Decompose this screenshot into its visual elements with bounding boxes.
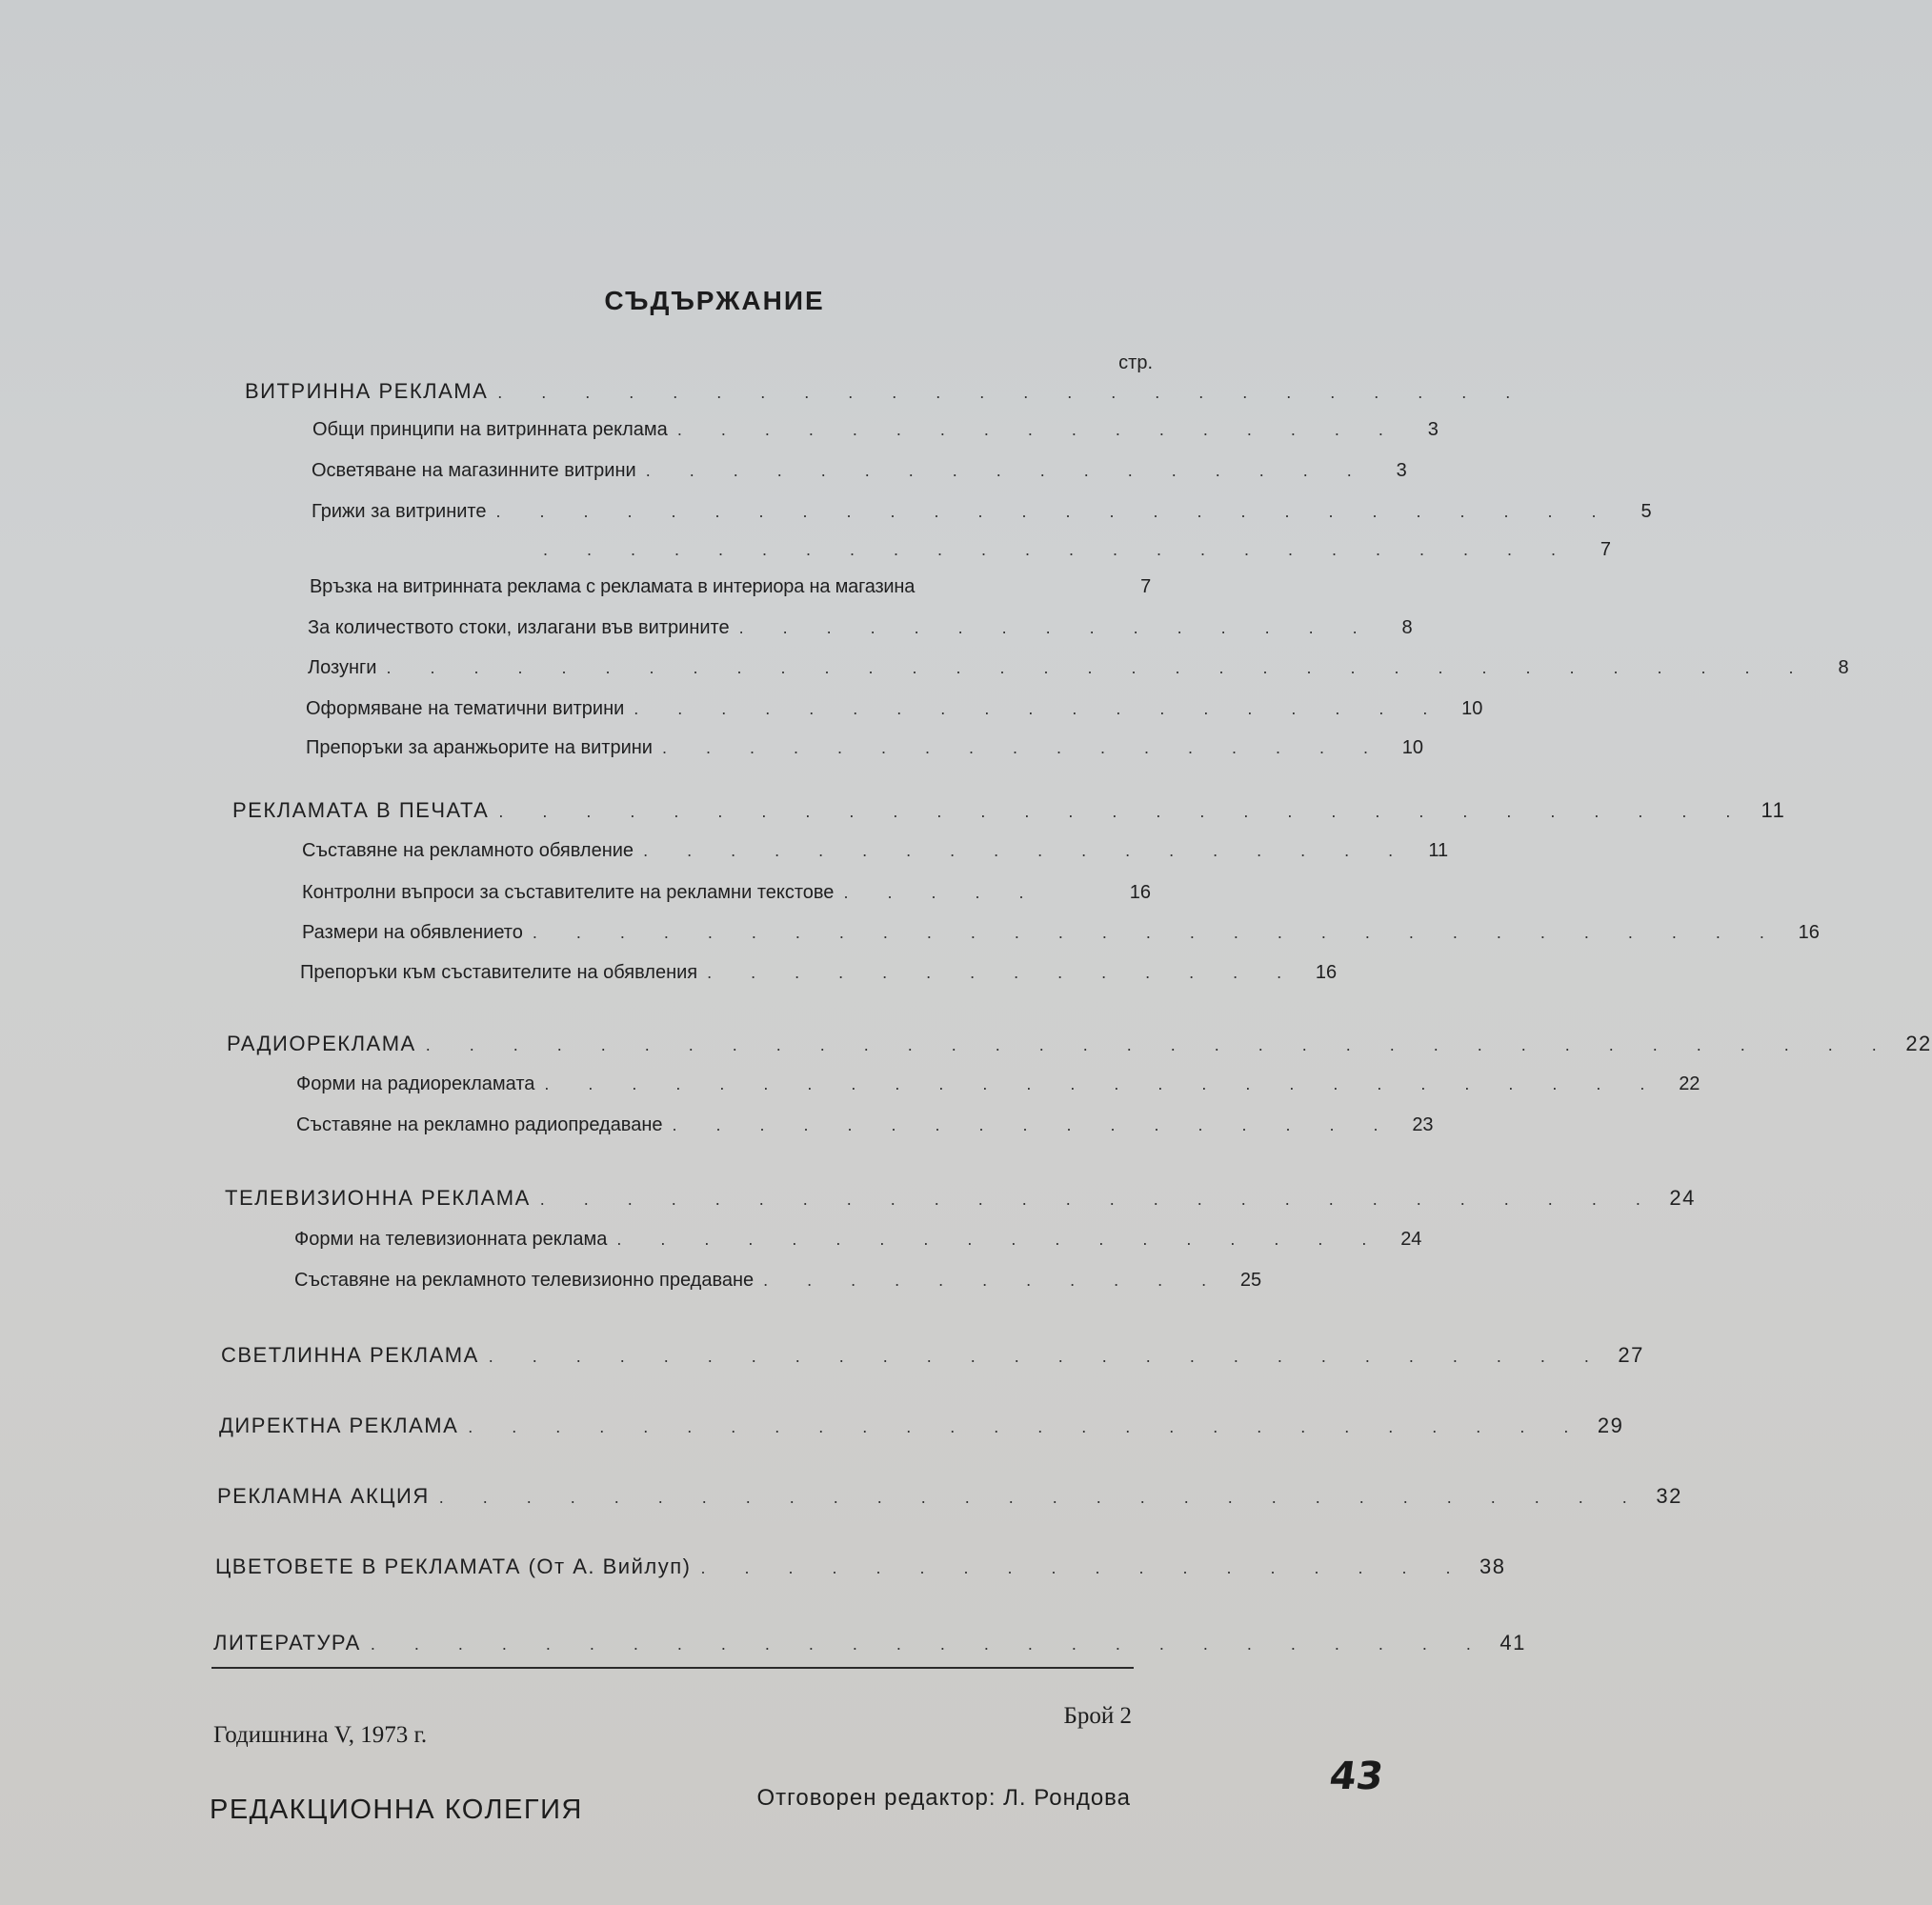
toc-entry: За количеството стоки, излагани във витрините . . . . . . . . . . . . . . . 8 — [308, 617, 1413, 638]
toc-entry: Препоръки към съставителите на обявления . . . . . . . . . . . . . . 16 — [300, 962, 1338, 983]
toc-entry-page: 10 — [1401, 737, 1424, 758]
toc-entry-label: Съставяне на рекламното телевизионно предаване — [294, 1270, 755, 1291]
toc-entry-label: РЕКЛАМАТА В ПЕЧАТА — [232, 798, 490, 822]
toc-entry-page: 7 — [1600, 539, 1612, 560]
toc-entry-page: 8 — [1838, 657, 1849, 678]
toc-entry-label: Препоръки към съставителите на обявления — [300, 962, 698, 983]
toc-entry: Форми на радиорекламата . . . . . . . . . . . . . . . . . . . . . . . . . . 22 — [296, 1073, 1701, 1094]
toc-entry-page: 24 — [1400, 1229, 1422, 1250]
toc-entry: РАДИОРЕКЛАМА . . . . . . . . . . . . . . . . . . . . . . . . . . . . . . . . . . 22 — [227, 1032, 1932, 1055]
toc-entry-page: 38 — [1479, 1554, 1506, 1578]
toc-entry: Съставяне на рекламното телевизионно предаване . . . . . . . . . . . 25 — [294, 1270, 1262, 1291]
toc-entry-page: 16 — [1798, 922, 1820, 943]
toc-entry-label: Препоръки за аранжьорите на витрини — [306, 737, 653, 758]
page-title: СЪДЪРЖАНИЕ — [604, 286, 825, 315]
editorial-board: РЕДАКЦИОННА КОЛЕГИЯ — [210, 1795, 583, 1825]
toc-entry-label: Оформяване на тематични витрини — [306, 698, 625, 719]
toc-entry-page: 24 — [1669, 1186, 1696, 1210]
toc-entry-label: ДИРЕКТНА РЕКЛАМА — [219, 1414, 459, 1437]
toc-entry-label: За количеството стоки, излагани във витрините — [308, 617, 730, 638]
toc-entry-page: 22 — [1905, 1032, 1932, 1055]
toc-entry: Осветяване на магазинните витрини . . . . . . . . . . . . . . . . . 3 — [312, 460, 1407, 481]
toc-entry-label: ВИТРИННА РЕКЛАМА — [245, 379, 489, 403]
toc-entry-page: 10 — [1461, 698, 1483, 719]
toc-entry: Размери на обявлението . . . . . . . . . . . . . . . . . . . . . . . . . . . . . 16 — [302, 922, 1820, 943]
toc-entry: ДИРЕКТНА РЕКЛАМА . . . . . . . . . . . . . . . . . . . . . . . . . . 29 — [219, 1414, 1624, 1437]
toc-entry-page: 16 — [1315, 962, 1338, 983]
page-number: 43 — [1327, 1755, 1387, 1798]
toc-entry-page: 8 — [1401, 617, 1413, 638]
toc-entry-page: 32 — [1656, 1484, 1682, 1508]
issue-number: Брой 2 — [1063, 1703, 1132, 1729]
toc-entry-label: Контролни въпроси за съставителите на рекламни текстове — [302, 882, 835, 903]
toc-entry-page: 22 — [1679, 1073, 1701, 1094]
toc-entry-label: Осветяване на магазинните витрини — [312, 460, 636, 481]
issue-year: Годишнина V, 1973 г. — [213, 1722, 428, 1748]
toc-entry: Контролни въпроси за съставителите на рекламни текстове . . . . . 16 — [302, 882, 1151, 903]
toc-entry-label: Съставяне на рекламно радиопредаване — [296, 1114, 663, 1135]
toc-entry: Съставяне на рекламно радиопредаване . . . . . . . . . . . . . . . . . 23 — [296, 1114, 1434, 1135]
divider-rule — [211, 1667, 1134, 1669]
toc-entry-page: 16 — [1129, 882, 1151, 903]
toc-entry-label: ЦВЕТОВЕТЕ В РЕКЛАМАТА (От А. Вийлуп) — [215, 1554, 692, 1578]
toc-entry-label: ЛИТЕРАТУРА — [213, 1631, 361, 1654]
toc-entry-page: 23 — [1412, 1114, 1434, 1135]
toc-entry-label: СВЕТЛИННА РЕКЛАМА — [221, 1343, 479, 1367]
toc-entry-page: 25 — [1239, 1270, 1262, 1291]
toc-entry: ВИТРИННА РЕКЛАМА . . . . . . . . . . . . . . . . . . . . . . . . — [245, 379, 1528, 403]
toc-entry — [310, 576, 1151, 598]
toc-entry: Лозунги . . . . . . . . . . . . . . . . . . . . . . . . . . . . . . . . . 8 — [308, 657, 1849, 678]
toc-entry-label: РЕКЛАМНА АКЦИЯ — [217, 1484, 430, 1508]
toc-entry-page: 41 — [1499, 1631, 1526, 1654]
toc-entry: Съставяне на рекламното обявление . . . . . . . . . . . . . . . . . . 11 — [302, 840, 1449, 861]
toc-entry-page: 3 — [1427, 419, 1439, 440]
toc-entry-page: 3 — [1396, 460, 1407, 481]
toc-entry-label: Форми на телевизионната реклама — [294, 1229, 608, 1250]
toc-entry: ТЕЛЕВИЗИОННА РЕКЛАМА . . . . . . . . . . . . . . . . . . . . . . . . . . 24 — [225, 1186, 1696, 1210]
toc-entry-page: 27 — [1618, 1343, 1644, 1367]
toc-entry: РЕКЛАМНА АКЦИЯ . . . . . . . . . . . . . . . . . . . . . . . . . . . . 32 — [217, 1484, 1682, 1508]
toc-entry: Общи принципи на витринната реклама . . . . . . . . . . . . . . . . . 3 — [312, 419, 1439, 440]
toc-entry-label: РАДИОРЕКЛАМА — [227, 1032, 416, 1055]
toc-entry-label: Връзка на витринната реклама с рекламата в интериора на магазина — [310, 576, 916, 597]
toc-entry: Препоръки за аранжьорите на витрини . . . . . . . . . . . . . . . . . 10 — [306, 737, 1424, 758]
toc-entry-page: 11 — [1761, 798, 1786, 822]
toc-entry: СВЕТЛИННА РЕКЛАМА . . . . . . . . . . . . . . . . . . . . . . . . . . 27 — [221, 1343, 1644, 1367]
toc-entry-label: Общи принципи на витринната реклама — [312, 419, 668, 440]
responsible-editor: Отговорен редактор: Л. Рондова — [756, 1785, 1131, 1811]
toc-entry-label: Съставяне на рекламното обявление — [302, 840, 634, 861]
toc-entry-page: 29 — [1597, 1414, 1624, 1437]
toc-entry: . . . . . . . . . . . . . . . . . . . . . . . . 7 — [543, 539, 1612, 560]
toc-entry-label: Форми на радиорекламата — [296, 1073, 535, 1094]
toc-entry-label: Размери на обявлението — [302, 922, 523, 943]
toc-entry-page: 11 — [1428, 840, 1449, 861]
toc-entry-label: Лозунги — [308, 657, 377, 678]
toc-entry: Форми на телевизионната реклама . . . . . . . . . . . . . . . . . . 24 — [294, 1229, 1422, 1250]
toc-entry-label: ТЕЛЕВИЗИОННА РЕКЛАМА — [225, 1186, 531, 1210]
toc-entry-page: 5 — [1640, 501, 1652, 522]
page-column-label: стр. — [1118, 352, 1153, 373]
toc-entry: ЛИТЕРАТУРА . . . . . . . . . . . . . . . . . . . . . . . . . . 41 — [213, 1631, 1526, 1654]
toc-entry: Грижи за витрините . . . . . . . . . . . . . . . . . . . . . . . . . . 5 — [312, 501, 1652, 522]
toc-entry: РЕКЛАМАТА В ПЕЧАТА . . . . . . . . . . . . . . . . . . . . . . . . . . . . . 11 — [232, 798, 1786, 822]
toc-entry: Оформяване на тематични витрини . . . . . . . . . . . . . . . . . . . 10 — [306, 698, 1483, 719]
toc-entry: ЦВЕТОВЕТЕ В РЕКЛАМАТА (От А. Вийлуп) . . . . . . . . . . . . . . . . . . 38 — [215, 1554, 1506, 1578]
toc-entry-page: 7 — [1140, 576, 1151, 597]
toc-entry-label: Грижи за витрините — [312, 501, 487, 522]
